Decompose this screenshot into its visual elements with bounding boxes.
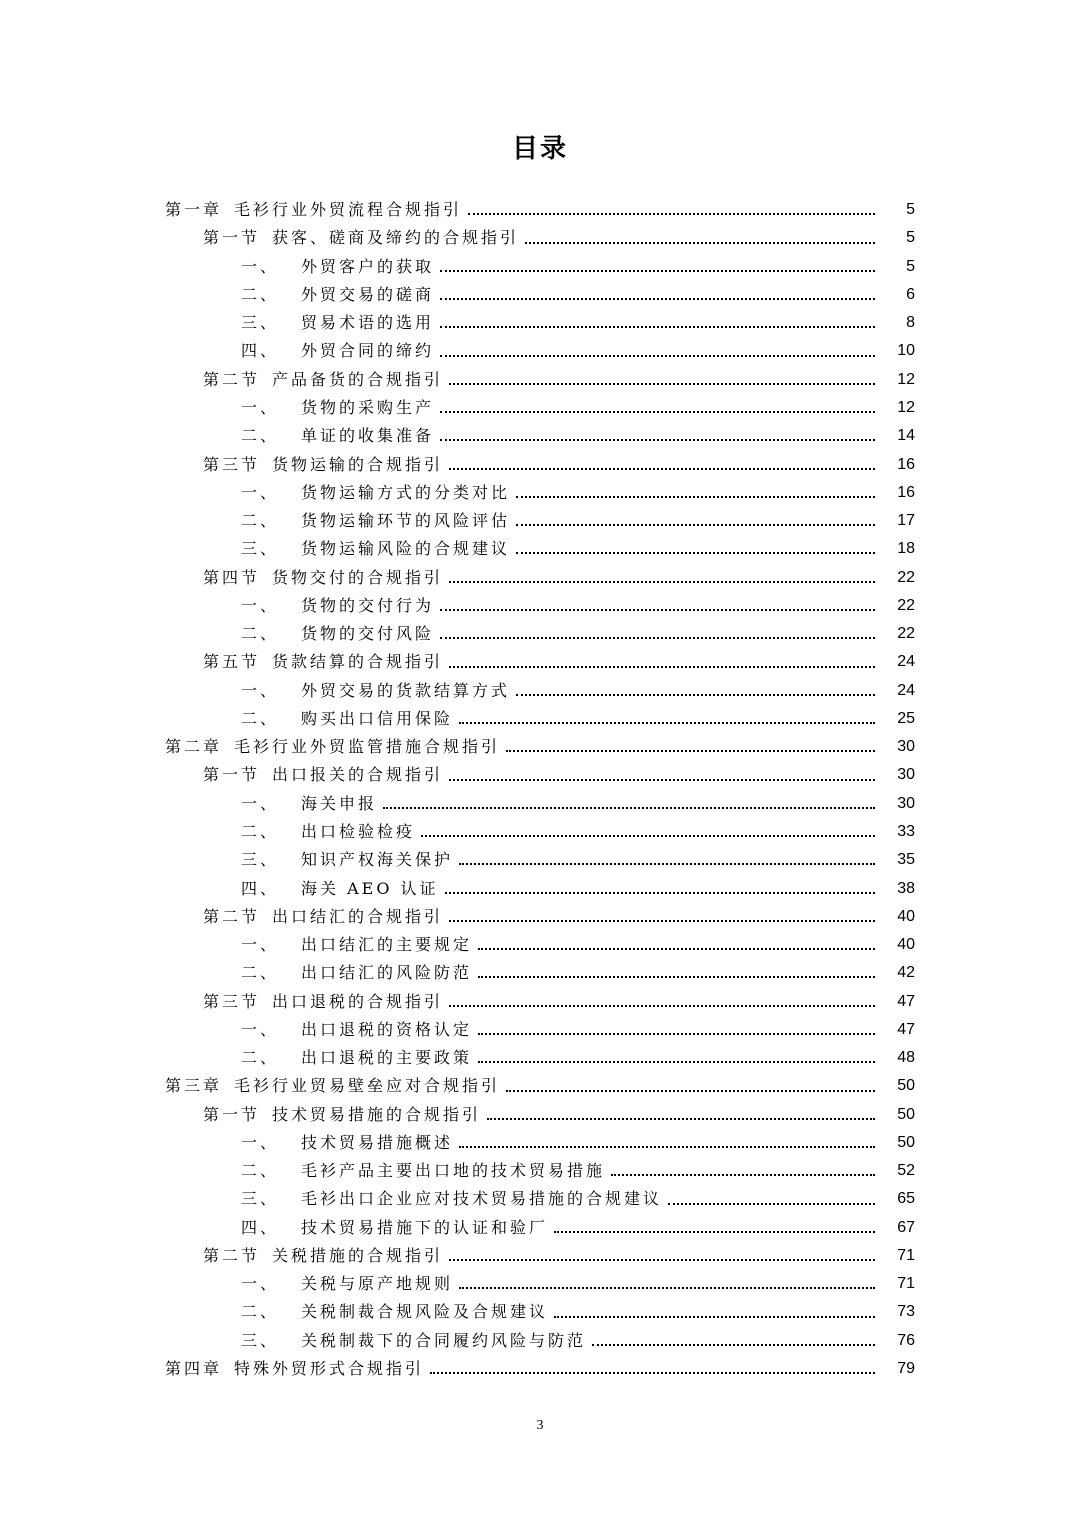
toc-entry-page: 33 [897, 822, 915, 840]
toc-entry-page: 47 [897, 992, 915, 1010]
toc-entry-number: 二、 [241, 963, 280, 983]
toc-entry[interactable] [0, 1242, 1080, 1270]
toc-entry[interactable] [0, 677, 1080, 705]
toc-entry-title: 出口检验检疫 [301, 821, 416, 841]
dot-leader [440, 297, 875, 300]
toc-entry-number: 三、 [241, 850, 280, 870]
toc-entry-number: 一、 [241, 256, 280, 276]
toc-entry-page: 10 [897, 342, 915, 360]
dot-leader [449, 1258, 875, 1261]
toc-entry[interactable] [0, 1072, 1080, 1100]
toc-entry-number: 第二节 [203, 906, 261, 926]
toc-entry[interactable] [0, 507, 1080, 535]
toc-entry-page: 16 [897, 455, 915, 473]
dot-leader [478, 975, 875, 978]
toc-entry[interactable] [0, 874, 1080, 902]
toc-entry-title: 货物的采购生产 [301, 397, 435, 417]
toc-entry-number: 第三章 [165, 1076, 223, 1096]
toc-entry-number: 一、 [241, 1019, 280, 1039]
toc-entry-title: 货物运输方式的分类对比 [301, 482, 511, 502]
toc-entry-page: 5 [906, 257, 915, 275]
dot-leader [554, 1230, 875, 1233]
dot-leader [421, 834, 875, 837]
toc-entry-page: 79 [897, 1360, 915, 1378]
toc-entry-number: 三、 [241, 1189, 280, 1209]
toc-entry-title: 货款结算的合规指引 [272, 652, 444, 672]
toc-entry-number: 二、 [241, 1161, 280, 1181]
dot-leader [440, 608, 875, 611]
toc-entry-page: 16 [897, 483, 915, 501]
toc-entry-number: 第一节 [203, 1104, 261, 1124]
dot-leader [459, 862, 875, 865]
toc-entry-number: 第一节 [203, 765, 261, 785]
dot-leader [506, 1089, 875, 1092]
dot-leader [506, 749, 875, 752]
toc-entry-number: 二、 [241, 708, 280, 728]
toc-entry-number: 二、 [241, 1302, 280, 1322]
toc-entry-number: 四、 [241, 341, 280, 361]
dot-leader [449, 382, 875, 385]
dot-leader [516, 551, 875, 554]
toc-entry-title: 出口结汇的风险防范 [301, 963, 473, 983]
toc-entry-title: 关税制裁合规风险及合规建议 [301, 1302, 549, 1322]
toc-entry[interactable] [0, 450, 1080, 478]
toc-entry[interactable] [0, 592, 1080, 620]
toc-entry-number: 三、 [241, 1330, 280, 1350]
toc-entry-title: 毛衫行业外贸监管措施合规指引 [234, 737, 501, 757]
toc-entry-title: 特殊外贸形式合规指引 [234, 1359, 425, 1379]
toc-entry-number: 二、 [241, 1048, 280, 1068]
toc-entry-page: 35 [897, 851, 915, 869]
dot-leader [516, 693, 875, 696]
toc-entry[interactable] [0, 903, 1080, 931]
toc-entry-number: 一、 [241, 482, 280, 502]
toc-entry-number: 二、 [241, 511, 280, 531]
toc-entry-number: 二、 [241, 624, 280, 644]
toc-entry[interactable] [0, 1016, 1080, 1044]
toc-entry-page: 40 [897, 907, 915, 925]
toc-entry[interactable] [0, 931, 1080, 959]
dot-leader [449, 467, 875, 470]
dot-leader [516, 495, 875, 498]
toc-entry-number: 一、 [241, 397, 280, 417]
dot-leader [430, 1371, 875, 1374]
toc-entry-title: 出口报关的合规指引 [272, 765, 444, 785]
toc-entry-page: 42 [897, 964, 915, 982]
toc-entry-page: 6 [906, 285, 915, 303]
toc-entry[interactable] [0, 281, 1080, 309]
toc-entry[interactable] [0, 1327, 1080, 1355]
toc-entry-number: 二、 [241, 426, 280, 446]
toc-entry[interactable] [0, 620, 1080, 648]
toc-entry-page: 25 [897, 709, 915, 727]
toc-entry[interactable] [0, 761, 1080, 789]
toc-entry-page: 12 [897, 398, 915, 416]
toc-entry-title: 获客、磋商及缔约的合规指引 [272, 228, 520, 248]
toc-entry-number: 第三节 [203, 454, 261, 474]
page-number: 3 [536, 1418, 544, 1433]
toc-entry-page: 38 [897, 879, 915, 897]
toc-entry-page: 5 [906, 201, 915, 219]
toc-entry-page: 50 [897, 1105, 915, 1123]
toc-entry-page: 22 [897, 596, 915, 614]
toc-entry-page: 14 [897, 427, 915, 445]
toc-entry-title: 毛衫行业贸易壁垒应对合规指引 [234, 1076, 501, 1096]
toc-entry-number: 第二节 [203, 1245, 261, 1265]
toc-entry[interactable] [0, 1101, 1080, 1129]
toc-entry-title: 出口退税的资格认定 [301, 1019, 473, 1039]
toc-entry-number: 第一节 [203, 228, 261, 248]
toc-entry-page: 22 [897, 625, 915, 643]
toc-entry-number: 第四章 [165, 1359, 223, 1379]
toc-entry-title: 海关申报 [301, 793, 378, 813]
toc-entry[interactable] [0, 394, 1080, 422]
toc-entry-page: 30 [897, 794, 915, 812]
dot-leader [478, 947, 875, 950]
toc-entry-number: 一、 [241, 935, 280, 955]
page-title: 目录 [511, 134, 568, 164]
toc-entry-page: 73 [897, 1303, 915, 1321]
toc-entry[interactable] [0, 1298, 1080, 1326]
toc-entry-number: 一、 [241, 1274, 280, 1294]
toc-entry-number: 第一章 [165, 200, 223, 220]
dot-leader [449, 1004, 875, 1007]
toc-entry-title: 单证的收集准备 [301, 426, 435, 446]
toc-entry-page: 24 [897, 653, 915, 671]
dot-leader [668, 1202, 875, 1205]
dot-leader [440, 410, 875, 413]
toc-entry[interactable] [0, 1129, 1080, 1157]
toc-entry-page: 47 [897, 1020, 915, 1038]
toc-entry[interactable] [0, 422, 1080, 450]
toc-entry-title: 知识产权海关保护 [301, 850, 454, 870]
dot-leader [440, 269, 875, 272]
toc-entry[interactable] [0, 818, 1080, 846]
dot-leader [449, 919, 875, 922]
dot-leader [383, 806, 875, 809]
toc-entry-number: 第三节 [203, 991, 261, 1011]
toc-entry-number: 一、 [241, 793, 280, 813]
toc-entry[interactable] [0, 1355, 1080, 1383]
toc-entry-title: 技术贸易措施下的认证和验厂 [301, 1217, 549, 1237]
toc-entry-page: 22 [897, 568, 915, 586]
toc-entry-page: 76 [897, 1331, 915, 1349]
dot-leader [449, 580, 875, 583]
dot-leader [459, 1286, 875, 1289]
toc-entry[interactable] [0, 535, 1080, 563]
dot-leader [468, 212, 875, 215]
dot-leader [611, 1173, 875, 1176]
toc-entry-number: 一、 [241, 680, 280, 700]
toc-entry-page: 5 [906, 229, 915, 247]
toc-entry-title: 货物运输环节的风险评估 [301, 511, 511, 531]
toc-entry[interactable] [0, 987, 1080, 1015]
toc-entry-title: 技术贸易措施概述 [301, 1132, 454, 1152]
toc-entry-title: 货物运输风险的合规建议 [301, 539, 511, 559]
toc-entry-title: 贸易术语的选用 [301, 313, 435, 333]
toc-entry-page: 67 [897, 1218, 915, 1236]
toc-entry-title: 出口退税的主要政策 [301, 1048, 473, 1068]
toc-entry-title: 购买出口信用保险 [301, 708, 454, 728]
toc-entry-number: 三、 [241, 313, 280, 333]
toc-entry-title: 外贸合同的缔约 [301, 341, 435, 361]
toc-entry[interactable] [0, 224, 1080, 252]
table-of-contents [0, 196, 1080, 1383]
toc-entry-title: 外贸交易的货款结算方式 [301, 680, 511, 700]
toc-entry-title: 出口结汇的合规指引 [272, 906, 444, 926]
toc-entry-page: 52 [897, 1162, 915, 1180]
toc-entry-title: 货物的交付行为 [301, 595, 435, 615]
dot-leader [459, 721, 875, 724]
toc-entry-page: 30 [897, 738, 915, 756]
toc-entry-number: 一、 [241, 1132, 280, 1152]
dot-leader [516, 523, 875, 526]
toc-entry[interactable] [0, 648, 1080, 676]
toc-entry-number: 三、 [241, 539, 280, 559]
toc-entry-page: 48 [897, 1049, 915, 1067]
toc-entry-title: 货物运输的合规指引 [272, 454, 444, 474]
dot-leader [525, 241, 875, 244]
dot-leader [440, 325, 875, 328]
dot-leader [440, 636, 875, 639]
toc-entry-title: 外贸交易的磋商 [301, 284, 435, 304]
toc-entry-page: 12 [897, 370, 915, 388]
toc-entry[interactable] [0, 563, 1080, 591]
toc-entry-title: 出口结汇的主要规定 [301, 935, 473, 955]
dot-leader [449, 778, 875, 781]
toc-entry-title: 海关 AEO 认证 [301, 878, 439, 898]
toc-entry[interactable] [0, 733, 1080, 761]
toc-entry[interactable] [0, 1157, 1080, 1185]
toc-entry-title: 技术贸易措施的合规指引 [272, 1104, 482, 1124]
toc-entry-number: 第二章 [165, 737, 223, 757]
toc-entry-page: 18 [897, 540, 915, 558]
toc-entry[interactable] [0, 705, 1080, 733]
toc-entry-page: 24 [897, 681, 915, 699]
toc-entry-page: 71 [897, 1275, 915, 1293]
toc-entry-number: 一、 [241, 595, 280, 615]
toc-entry-title: 产品备货的合规指引 [272, 369, 444, 389]
toc-entry-number: 第二节 [203, 369, 261, 389]
toc-entry-page: 30 [897, 766, 915, 784]
toc-entry[interactable] [0, 959, 1080, 987]
toc-entry-title: 毛衫产品主要出口地的技术贸易措施 [301, 1161, 606, 1181]
dot-leader [592, 1343, 875, 1346]
dot-leader [459, 1145, 875, 1148]
toc-entry-number: 二、 [241, 821, 280, 841]
toc-entry-title: 外贸客户的获取 [301, 256, 435, 276]
toc-entry-title: 货物的交付风险 [301, 624, 435, 644]
toc-entry-page: 50 [897, 1133, 915, 1151]
toc-entry-title: 货物交付的合规指引 [272, 567, 444, 587]
toc-entry-page: 17 [897, 512, 915, 530]
toc-entry[interactable] [0, 253, 1080, 281]
toc-entry[interactable] [0, 337, 1080, 365]
toc-entry-title: 关税制裁下的合同履约风险与防范 [301, 1330, 587, 1350]
dot-leader [554, 1315, 875, 1318]
toc-entry[interactable] [0, 1270, 1080, 1298]
toc-entry-number: 四、 [241, 878, 280, 898]
toc-entry-number: 二、 [241, 284, 280, 304]
toc-entry-page: 50 [897, 1077, 915, 1095]
toc-entry-number: 第四节 [203, 567, 261, 587]
toc-entry[interactable] [0, 1044, 1080, 1072]
toc-entry-page: 71 [897, 1246, 915, 1264]
toc-entry[interactable] [0, 366, 1080, 394]
dot-leader [445, 891, 875, 894]
dot-leader [478, 1032, 875, 1035]
toc-entry-number: 四、 [241, 1217, 280, 1237]
toc-entry[interactable] [0, 309, 1080, 337]
toc-entry-page: 40 [897, 936, 915, 954]
toc-entry[interactable] [0, 846, 1080, 874]
toc-entry[interactable] [0, 1214, 1080, 1242]
toc-entry[interactable] [0, 479, 1080, 507]
dot-leader [440, 438, 875, 441]
toc-entry-page: 8 [906, 314, 915, 332]
toc-entry-page: 65 [897, 1190, 915, 1208]
toc-entry[interactable] [0, 196, 1080, 224]
dot-leader [478, 1060, 875, 1063]
toc-entry-title: 毛衫出口企业应对技术贸易措施的合规建议 [301, 1189, 663, 1209]
toc-entry[interactable] [0, 1185, 1080, 1213]
toc-entry[interactable] [0, 790, 1080, 818]
toc-entry-title: 毛衫行业外贸流程合规指引 [234, 200, 463, 220]
toc-entry-number: 第五节 [203, 652, 261, 672]
toc-entry-title: 出口退税的合规指引 [272, 991, 444, 1011]
dot-leader [487, 1117, 875, 1120]
dot-leader [449, 665, 875, 668]
dot-leader [440, 354, 875, 357]
toc-entry-title: 关税措施的合规指引 [272, 1245, 444, 1265]
toc-entry-title: 关税与原产地规则 [301, 1274, 454, 1294]
